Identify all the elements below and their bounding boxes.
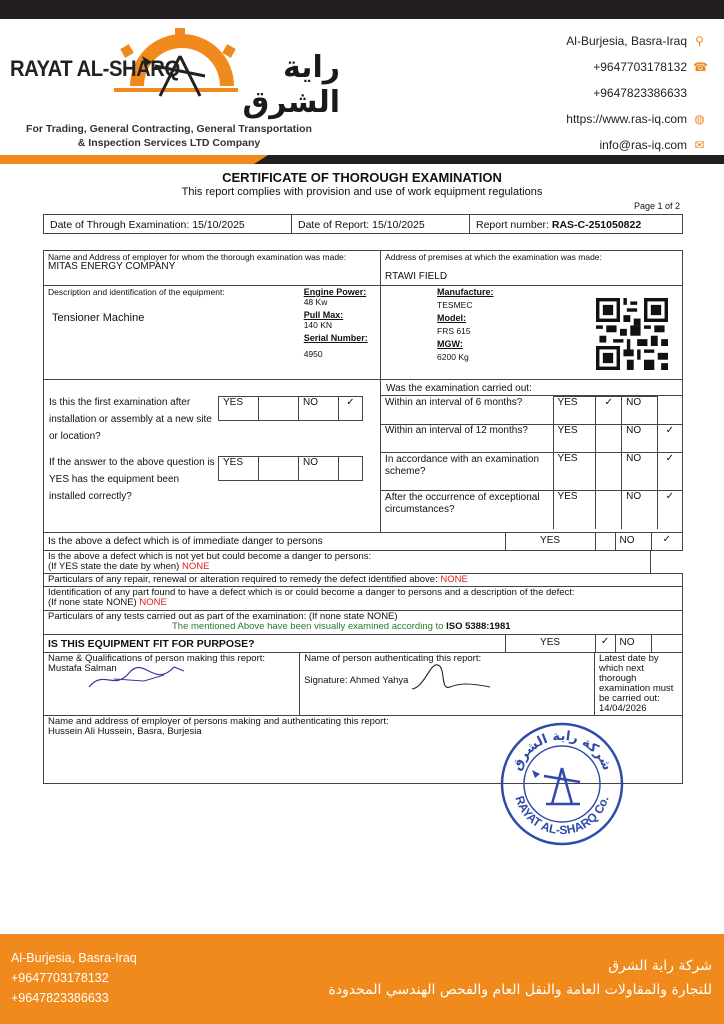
first-exam-answer: YES NO ✓ bbox=[218, 396, 363, 421]
check-mark-icon: ✓ bbox=[596, 397, 622, 425]
location-pin-icon: ⚲ bbox=[695, 33, 704, 48]
defect-identification: Identification of any part found to have a defect which is or could become a danger to persons and a description of the defect: (If none state NONE) NONE bbox=[44, 587, 683, 611]
check-mark-icon: ✓ bbox=[657, 425, 682, 453]
report-number: Report number: RAS-C-251050822 bbox=[476, 219, 642, 231]
footer-phone-1: +9647703178132 bbox=[11, 971, 109, 985]
svg-text:شركة راية الشرق: شركة راية الشرق bbox=[509, 728, 615, 773]
signature-mark-2 bbox=[410, 657, 500, 697]
footer-arabic-line-2: للتجارة والمقاولات العامة والنقل العام والفحص الهندسي المحدودة bbox=[328, 982, 712, 998]
employer-cell: Name and Address of employer for whom the thorough examination was made: MITAS ENERGY COMPANY bbox=[44, 251, 381, 286]
email-icon: ✉ bbox=[694, 137, 705, 152]
header-email: info@ras-iq.com bbox=[599, 138, 687, 152]
footer-arabic-line-1: شركة راية الشرق bbox=[608, 958, 712, 974]
premises-cell: Address of premises at which the examination was made: RTAWI FIELD bbox=[381, 251, 683, 286]
signature-mark-1 bbox=[84, 659, 194, 699]
interval-section: Was the examination carried out: Within an interval of 6 months? YES ✓ NO Within an interval of 12 months? YES NO ✓ In accordance with an examination scheme? YES NO ✓ After the occurrence of exceptional circumstances? YES NO ✓ bbox=[381, 380, 683, 533]
interval-table: Within an interval of 6 months? YES ✓ NO Within an interval of 12 months? YES NO ✓ In accordance with an examination scheme? YES NO ✓ After the occurrence of exceptional circumstances? YES NO ✓ bbox=[381, 396, 682, 529]
examination-table bbox=[43, 250, 683, 784]
globe-icon: ◍ bbox=[694, 111, 705, 126]
tagline-line-1: For Trading, General Contracting, General Transportation bbox=[26, 123, 312, 135]
employer-authenticating-cell: Name and address of employer of persons making and authenticating this report: Hussein Ali Hussein, Basra, Burjesia bbox=[44, 716, 683, 784]
immediate-danger-question: Is the above a defect which is of immediate danger to persons bbox=[44, 533, 381, 551]
top-bar bbox=[0, 0, 724, 19]
exam-date: Date of Through Examination: 15/10/2025 bbox=[44, 215, 292, 233]
footer-arabic bbox=[328, 954, 712, 1002]
header-contact bbox=[566, 28, 706, 158]
authenticating-cell: Name of person authenticating this report: Signature: Ahmed Yahya bbox=[300, 653, 595, 716]
future-danger-question: Is the above a defect which is not yet but could become a danger to persons: (If YES state the date by when) NONE bbox=[44, 551, 651, 574]
logo-text-ar: راية الشرق bbox=[242, 50, 340, 120]
first-exam-section bbox=[44, 380, 381, 533]
tests-particulars: Particulars of any tests carried out as part of the examination: (If none state NONE) The mentioned Above have been visually examined according to ISO 5388:1981 bbox=[44, 611, 683, 635]
installed-correctly-question: If the answer to the above question is YES has the equipment been installed correctly? bbox=[49, 457, 215, 502]
check-mark-icon: ✓ bbox=[595, 635, 615, 652]
equipment-manufacture-cell: Manufacture: TESMEC Model: FRS 615 MGW: 6200 Kg bbox=[381, 286, 683, 380]
logo-text-en: RAYAT AL-SHARQ bbox=[10, 56, 180, 81]
qualifications-cell: Name & Qualifications of person making this report: Mustafa Salman bbox=[44, 653, 300, 716]
check-mark-icon: ✓ bbox=[657, 453, 682, 491]
footer bbox=[0, 934, 724, 1024]
company-tagline bbox=[14, 122, 324, 150]
next-exam-cell: Latest date by which next thorough examination must be carried out: 14/04/2026 bbox=[594, 653, 682, 716]
svg-text:RAYAT AL-SHARQ Co.: RAYAT AL-SHARQ Co. bbox=[512, 793, 612, 838]
check-mark-icon: ✓ bbox=[657, 491, 682, 529]
header-website: https://www.ras-iq.com bbox=[566, 112, 687, 126]
footer-contact bbox=[11, 948, 137, 1008]
phone-icon-blank bbox=[693, 87, 706, 100]
report-dates-box bbox=[43, 214, 683, 234]
fit-for-purpose-question: IS THIS EQUIPMENT FIT FOR PURPOSE? bbox=[44, 635, 381, 653]
page-number: Page 1 of 2 bbox=[633, 201, 680, 211]
certificate-subtitle: This report complies with provision and use of work equipment regulations bbox=[181, 186, 543, 198]
header-phone-1: +9647703178132 bbox=[593, 60, 687, 74]
header-divider bbox=[0, 155, 724, 164]
installed-correctly-answer: YES NO bbox=[218, 456, 363, 481]
repair-particulars: Particulars of any repair, renewal or alteration required to remedy the defect identified above: NONE bbox=[44, 574, 683, 587]
company-logo bbox=[10, 26, 340, 154]
footer-address: Al-Burjesia, Basra-Iraq bbox=[11, 951, 137, 965]
immediate-danger-answer: YES NO ✓ bbox=[381, 533, 683, 551]
check-mark-icon: ✓ bbox=[339, 397, 363, 421]
certificate-title: CERTIFICATE OF THOROUGH EXAMINATION bbox=[222, 170, 502, 185]
phone-icon: ☎ bbox=[693, 59, 708, 74]
equipment-desc-cell: Description and identification of the equipment: Tensioner Machine bbox=[44, 286, 300, 380]
report-date: Date of Report: 15/10/2025 bbox=[292, 215, 470, 233]
header-address: Al-Burjesia, Basra-Iraq bbox=[566, 34, 687, 48]
header-phone-2: +9647823386633 bbox=[593, 86, 687, 100]
qr-code bbox=[596, 298, 668, 370]
first-exam-question: Is this the first examination after installation or assembly at a new site or location? bbox=[49, 397, 212, 442]
tagline-line-2: & Inspection Services LTD Company bbox=[77, 137, 261, 149]
footer-phone-2: +9647823386633 bbox=[11, 991, 109, 1005]
check-mark-icon: ✓ bbox=[651, 533, 682, 550]
equipment-specs-cell: Engine Power: 48 Kw Pull Max: 140 KN Serial Number: 4950 bbox=[300, 286, 381, 380]
company-stamp bbox=[500, 722, 624, 846]
fit-for-purpose-answer: YES ✓ NO bbox=[381, 635, 683, 653]
